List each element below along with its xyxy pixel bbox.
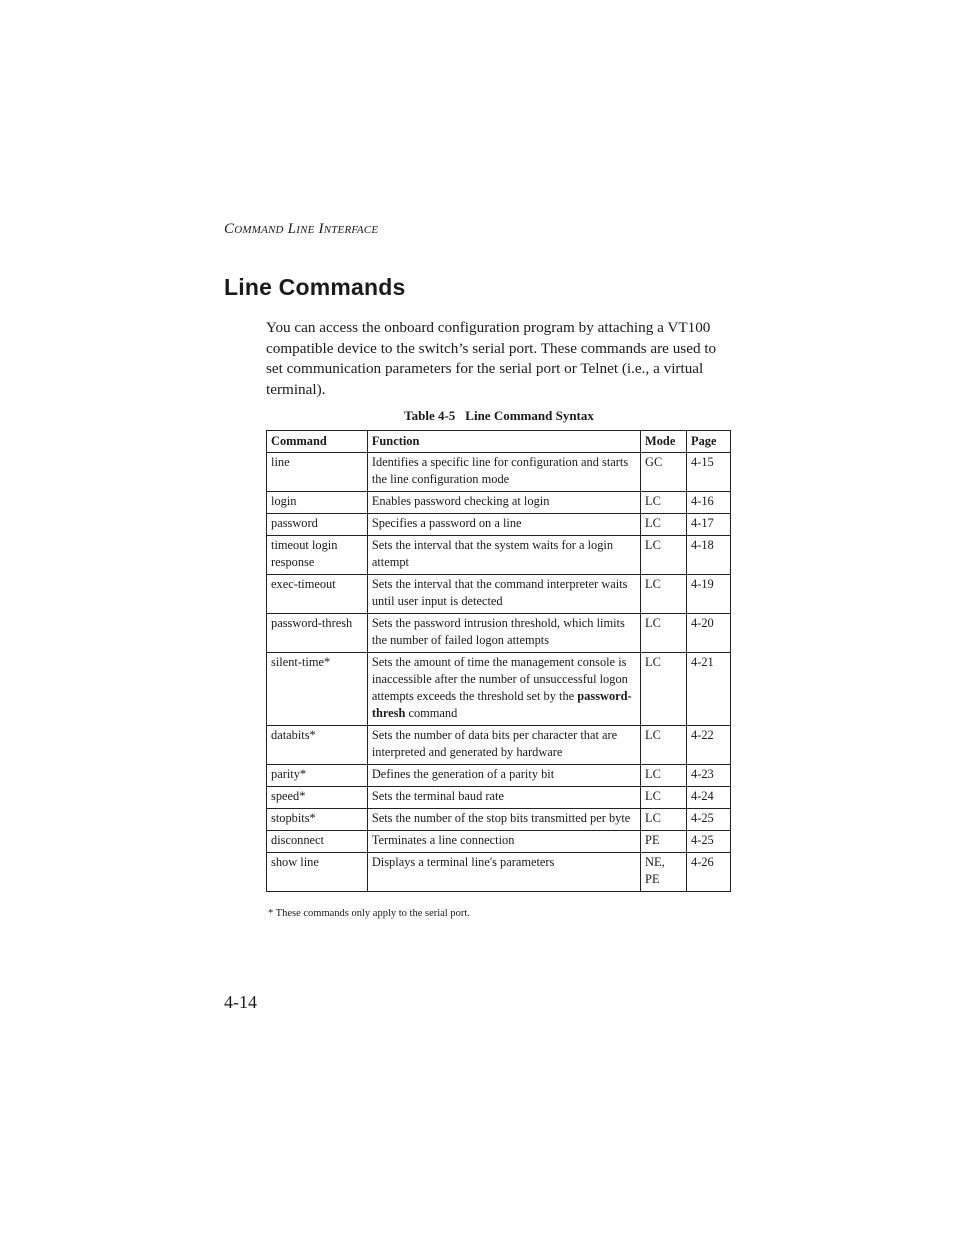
running-head-smallcaps: NTERFACE	[323, 224, 379, 236]
table-header-row	[267, 431, 731, 453]
cell-command: timeout login response	[267, 536, 368, 575]
cell-function: Sets the password intrusion threshold, which limits the number of failed logon attempts	[367, 614, 640, 653]
cell-page: 4-25	[687, 831, 731, 853]
cell-function: Terminates a line connection	[367, 831, 640, 853]
cell-command: disconnect	[267, 831, 368, 853]
cell-function: Sets the interval that the system waits for a login attempt	[367, 536, 640, 575]
cell-command: line	[267, 453, 368, 492]
table-footnote: * These commands only apply to the serial port.	[268, 908, 470, 919]
running-head-initial: L	[287, 221, 297, 237]
cell-function: Sets the number of data bits per character that are interpreted and generated by hardware	[367, 726, 640, 765]
cell-function: Displays a terminal line's parameters	[367, 853, 640, 892]
cell-function: Identifies a specific line for configuration and starts the line configuration mode	[367, 453, 640, 492]
cell-page: 4-20	[687, 614, 731, 653]
running-head-initial: I	[318, 221, 324, 237]
table-row	[267, 492, 731, 514]
cell-page: 4-26	[687, 853, 731, 892]
cell-mode: LC	[641, 575, 687, 614]
intro-paragraph: You can access the onboard configuration program by attaching a VT100 compatible device to the switch’s serial port. These commands are used to set communication parameters for the serial port or Telnet (i.e., a virtual terminal).	[266, 319, 717, 398]
cell-mode: LC	[641, 514, 687, 536]
running-head-initial: C	[224, 221, 235, 237]
table-row	[267, 614, 731, 653]
cell-page: 4-17	[687, 514, 731, 536]
line-command-table	[266, 430, 731, 892]
cell-page: 4-16	[687, 492, 731, 514]
table-row	[267, 853, 731, 892]
table-row	[267, 809, 731, 831]
cell-page: 4-21	[687, 653, 731, 726]
cell-function: Sets the terminal baud rate	[367, 787, 640, 809]
cell-mode: LC	[641, 765, 687, 787]
cell-mode: LC	[641, 614, 687, 653]
table-row	[267, 653, 731, 726]
cell-function: Enables password checking at login	[367, 492, 640, 514]
cell-page: 4-23	[687, 765, 731, 787]
cell-function: Defines the generation of a parity bit	[367, 765, 640, 787]
cell-function	[367, 653, 640, 726]
cell-command: stopbits*	[267, 809, 368, 831]
cell-mode: LC	[641, 536, 687, 575]
table-caption-title: Line Command Syntax	[465, 408, 594, 423]
running-head-smallcaps: INE	[296, 224, 315, 236]
cell-command: login	[267, 492, 368, 514]
table-row	[267, 765, 731, 787]
cell-page: 4-22	[687, 726, 731, 765]
cell-function-text: Sets the amount of time the management console is inaccessible after the number of unsuccessful logon attempts exceeds the threshold set by the	[371, 655, 628, 703]
table-row	[267, 536, 731, 575]
cell-mode: LC	[641, 726, 687, 765]
page-number: 4-14	[224, 992, 257, 1012]
cell-mode: LC	[641, 809, 687, 831]
cell-page: 4-19	[687, 575, 731, 614]
table-row	[267, 726, 731, 765]
cell-page: 4-24	[687, 787, 731, 809]
running-head	[224, 221, 378, 238]
header-function: Function	[367, 431, 640, 453]
cell-command: password	[267, 514, 368, 536]
header-mode: Mode	[641, 431, 687, 453]
cell-mode: GC	[641, 453, 687, 492]
table-row	[267, 787, 731, 809]
running-head-smallcaps: OMMAND	[234, 224, 284, 236]
table-caption-number: Table 4-5	[404, 408, 456, 423]
cell-command: password-thresh	[267, 614, 368, 653]
table-row	[267, 453, 731, 492]
cell-function: Sets the number of the stop bits transmitted per byte	[367, 809, 640, 831]
cell-command: show line	[267, 853, 368, 892]
table-caption	[266, 408, 732, 424]
cell-page: 4-25	[687, 809, 731, 831]
table-row	[267, 831, 731, 853]
cell-command: exec-timeout	[267, 575, 368, 614]
cell-function-command-ref: password-thresh	[371, 689, 632, 720]
cell-command: databits*	[267, 726, 368, 765]
cell-command: speed*	[267, 787, 368, 809]
cell-function-tail: command	[405, 706, 458, 720]
cell-mode: LC	[641, 787, 687, 809]
cell-command: parity*	[267, 765, 368, 787]
cell-mode: PE	[641, 831, 687, 853]
cell-page: 4-15	[687, 453, 731, 492]
table-row	[267, 575, 731, 614]
header-command: Command	[267, 431, 368, 453]
cell-command: silent-time*	[267, 653, 368, 726]
section-title: Line Commands	[224, 274, 406, 300]
cell-function: Specifies a password on a line	[367, 514, 640, 536]
cell-mode: NE, PE	[641, 853, 687, 892]
cell-function: Sets the interval that the command interpreter waits until user input is detected	[367, 575, 640, 614]
table-row	[267, 514, 731, 536]
cell-page: 4-18	[687, 536, 731, 575]
cell-mode: LC	[641, 492, 687, 514]
header-page: Page	[687, 431, 731, 453]
cell-mode: LC	[641, 653, 687, 726]
